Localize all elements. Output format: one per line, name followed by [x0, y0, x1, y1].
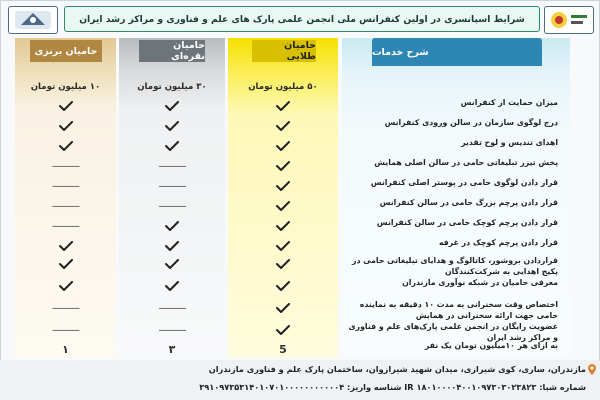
cell-bronze [15, 158, 116, 174]
check-icon [59, 141, 73, 151]
cell-bronze [15, 138, 116, 154]
cell-bronze [15, 118, 116, 134]
check-icon [276, 141, 290, 151]
tab-gold: حامیان طلایی [252, 40, 316, 62]
cell-gold [228, 198, 338, 214]
check-icon [165, 259, 179, 269]
cell-gold [228, 118, 338, 134]
service-label: قرار دادن پرچم کوچک در غرفه [438, 238, 558, 247]
cell-bronze [15, 218, 116, 234]
service-label: قرار دادن پرچم بزرگ حامی در سالن کنفرانس [379, 198, 558, 207]
header-title: شرایط اسپانسری در اولین کنفرانس ملی انجمن علمی پارک های علم و فناوری و مراکز رشد ایران [79, 13, 525, 25]
cell-bronze [15, 178, 116, 194]
cell-gold [228, 322, 338, 338]
service-label: قرار دادن پرچم کوچک حامی در سالن کنفرانس [376, 218, 558, 227]
check-icon [276, 181, 290, 191]
cell-gold [228, 218, 338, 234]
dash-icon: ——— [52, 180, 79, 192]
location-pin-icon [588, 364, 596, 375]
logo-left-emblem [8, 6, 58, 34]
check-icon [165, 221, 179, 231]
cell-gold [228, 98, 338, 114]
cell-gold [228, 278, 338, 294]
count-bronze: ۱ [62, 343, 69, 356]
cell-gold [228, 300, 338, 316]
check-icon [276, 221, 290, 231]
cell-silver [119, 256, 225, 272]
cell-gold [228, 158, 338, 174]
service-label: درج لوگوی سازمان در سالن ورودی کنفرانس [384, 118, 558, 127]
check-icon [165, 101, 179, 111]
service-label: اختصاص وقت سخنرانی به مدت ۱۰ دقیقه به نماینده حامی جهت ارائه سخنرانی در همایش [359, 300, 558, 320]
header-banner [64, 6, 540, 32]
cell-gold [228, 238, 338, 254]
check-icon [276, 325, 290, 335]
cell-silver [119, 278, 225, 294]
count-gold: 5 [279, 343, 287, 356]
service-label: عضویت رایگان در انجمن علمی پارک‌های علم و فناوری و مراکز رشد ایران [348, 322, 558, 342]
cell-bronze [15, 278, 116, 294]
price-bronze: ۱۰ میلیون تومان [30, 82, 101, 92]
check-icon [276, 161, 290, 171]
check-icon [165, 121, 179, 131]
check-icon [59, 281, 73, 291]
check-icon [165, 241, 179, 251]
service-label: به ازای هر ۱۰میلیون تومان یک نفر [424, 341, 558, 350]
cell-bronze [15, 98, 116, 114]
cell-bronze [15, 322, 116, 338]
cell-silver [119, 218, 225, 234]
dash-icon: ——— [158, 302, 186, 314]
dash-icon: ——— [158, 324, 186, 336]
footer-account: شماره شبا: IR ۱۸۰۱۰۰۰۰۴۰۰۱۰۹۷۳۰۳۰۲۳۸۲۳ شناسه واریز: ۳۹۱۰۹۷۳۵۳۱۴۰۱۰۷۰۱۰۰۰۰۰۰۰۰۰۰۰۴ [199, 382, 586, 392]
dash-icon: ——— [52, 302, 79, 314]
cell-silver [119, 98, 225, 114]
check-icon [59, 121, 73, 131]
cell-silver [119, 138, 225, 154]
service-label: معرفی حامیان در شبکه نوآوری مازندران [402, 278, 558, 287]
tab-bronze: حامیان برنزی [30, 40, 102, 62]
cell-silver [119, 300, 225, 316]
logo-right-emblem [544, 6, 594, 34]
check-icon [165, 141, 179, 151]
check-icon [276, 259, 290, 269]
cell-silver [119, 198, 225, 214]
cell-bronze [15, 256, 116, 272]
dash-icon: ——— [158, 160, 186, 172]
check-icon [59, 241, 73, 251]
cell-bronze [15, 300, 116, 316]
check-icon [276, 303, 290, 313]
tab-services: شرح خدمات [372, 38, 542, 66]
cell-silver [119, 238, 225, 254]
dash-icon: ——— [52, 160, 79, 172]
dash-icon: ——— [52, 220, 79, 232]
check-icon [165, 281, 179, 291]
dash-icon: ——— [52, 324, 79, 336]
check-icon [276, 201, 290, 211]
cell-silver [119, 322, 225, 338]
check-icon [276, 281, 290, 291]
check-icon [276, 121, 290, 131]
service-label: میزان حمایت از کنفرانس [460, 98, 558, 107]
cell-gold [228, 256, 338, 272]
service-label: پخش تیزر تبلیغاتی حامی در سالن اصلی همایش [374, 158, 558, 167]
cell-silver [119, 118, 225, 134]
cell-silver [119, 158, 225, 174]
tab-silver: حامیان نقره‌ای [139, 40, 205, 62]
service-label: قرار دادن لوگوی حامی در پوستر اصلی کنفرانس [370, 178, 558, 187]
cell-silver [119, 178, 225, 194]
footer-address: مازندران، ساری، کوی شیرازی، میدان شهید شیرازوان، ساختمان پارک علم و فناوری مازندران [208, 364, 586, 374]
check-icon [59, 259, 73, 269]
check-icon [276, 101, 290, 111]
check-icon [59, 101, 73, 111]
cell-bronze [15, 238, 116, 254]
cell-gold [228, 178, 338, 194]
service-label: اهدای تندیس و لوح تقدیر [461, 138, 558, 147]
dash-icon: ——— [158, 180, 186, 192]
cell-gold [228, 138, 338, 154]
count-silver: ۳ [168, 343, 176, 356]
dash-icon: ——— [52, 200, 79, 212]
service-label: قراردادن بروشور، کاتالوگ و هدایای تبلیغاتی حامی در پکیج اهدایی به شرکت‌کنندگان [352, 256, 558, 276]
price-silver: ۳۰ میلیون تومان [137, 82, 207, 92]
check-icon [276, 241, 290, 251]
dash-icon: ——— [158, 200, 186, 212]
price-gold: ۵۰ میلیون تومان [248, 82, 318, 92]
cell-bronze [15, 198, 116, 214]
